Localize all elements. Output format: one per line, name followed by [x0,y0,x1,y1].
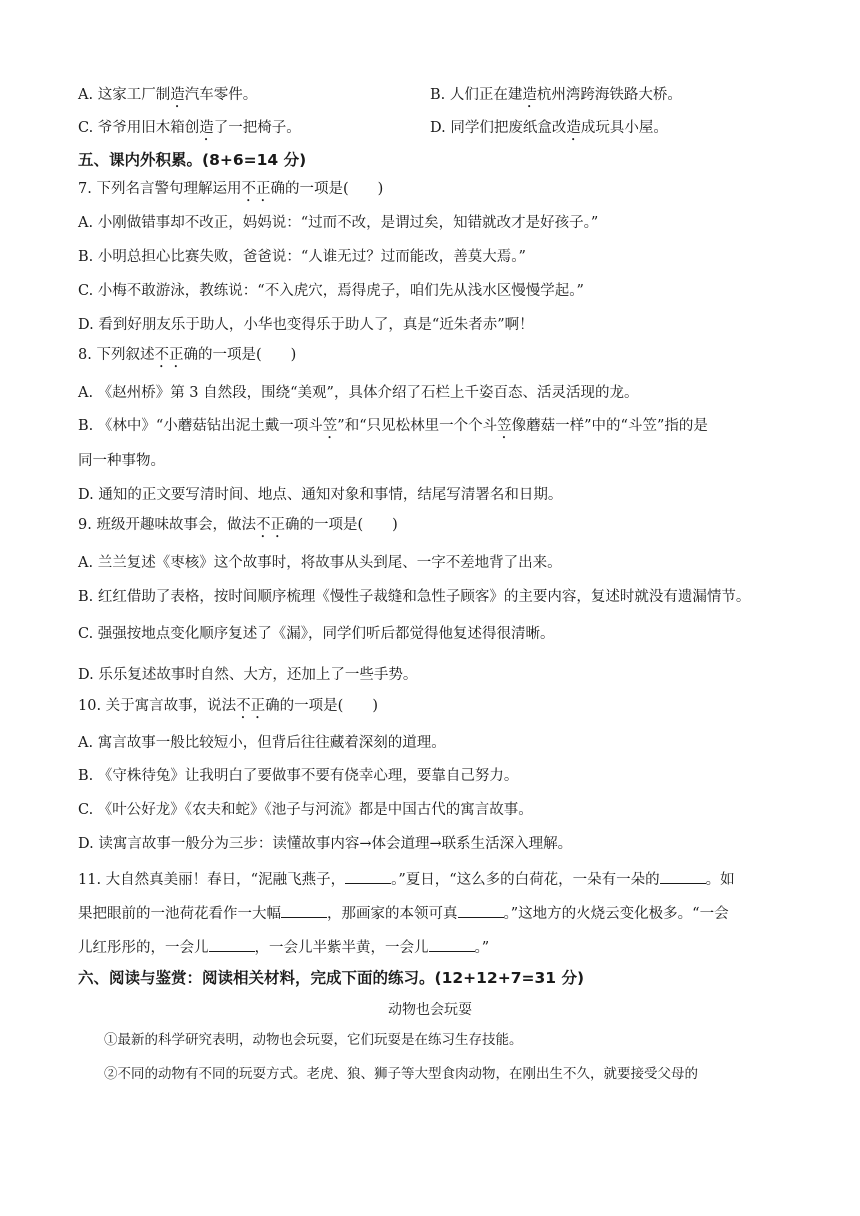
q10-option-a: A. 寓言故事一般比较短小，但背后往往藏着深刻的道理。 [78,735,446,751]
q8-option-d: D. 通知的正文要写清时间、地点、通知对象和事情，结尾写清署名和日期。 [78,487,563,503]
q10-option-d: D. 读寓言故事一般分为三步：读懂故事内容→体会道理→联系生活深入理解。 [78,836,573,852]
fill-blank[interactable] [345,869,391,884]
q8-option-b-cont: 同一种事物。 [78,453,165,469]
q7-option-d: D. 看到好朋友乐于助人，小华也变得乐于助人了，真是“近朱者赤”啊！ [78,317,534,333]
q7-option-a: A. 小刚做错事却不改正，妈妈说：“过而不改，是谓过矣，知错就改才是好孩子。” [78,215,599,231]
q10-stem: 10. 关于寓言故事，说法不正确的一项是( ) [78,698,378,714]
q8-option-a: A. 《赵州桥》第 3 自然段，围绕“美观”，具体介绍了石栏上千姿百态、活灵活现的龙。 [78,385,639,401]
q10-option-b: B. 《守株待兔》让我明白了要做事不要有侥幸心理，要靠自己努力。 [78,768,519,784]
q9-option-d: D. 乐乐复述故事时自然、大方，还加上了一些手势。 [78,667,418,683]
q11-line-1: 11. 大自然真美丽！春日，“泥融飞燕子， 。”夏日，“这么多的白荷花，一朵有一朵的 。如 [78,869,735,890]
q10-option-c: C. 《叶公好龙》《农夫和蛇》《池子与河流》都是中国古代的寓言故事。 [78,802,533,818]
fill-blank[interactable] [429,937,475,952]
fill-blank[interactable] [281,903,327,918]
passage-title: 动物也会玩耍 [388,1002,472,1018]
section-6-heading: 六、阅读与鉴赏：阅读相关材料，完成下面的练习。(12+12+7=31 分) [78,969,585,987]
q6-option-c: C. 爷爷用旧木箱创造了一把椅子。 [78,120,301,136]
fill-blank[interactable] [660,869,706,884]
q11-line-2: 果把眼前的一池荷花看作一大幅 ，那画家的本领可真 。”这地方的火烧云变化极多。“一会 [78,903,729,924]
section-5-heading: 五、课内外积累。(8+6=14 分) [78,151,307,169]
q8-stem: 8. 下列叙述不正确的一项是( ) [78,347,297,363]
q11-line-3: 儿红彤彤的，一会儿 ，一会儿半紫半黄，一会儿 。” [78,937,489,958]
q9-option-c: C. 强强按地点变化顺序复述了《漏》，同学们听后都觉得他复述得很清晰。 [78,626,555,642]
q7-option-c: C. 小梅不敢游泳，教练说：“不入虎穴，焉得虎子，咱们先从浅水区慢慢学起。” [78,283,584,299]
fill-blank[interactable] [209,937,255,952]
q7-stem: 7. 下列名言警句理解运用不正确的一项是( ) [78,181,384,197]
q7-option-b: B. 小明总担心比赛失败，爸爸说：“人谁无过？过而能改，善莫大焉。” [78,249,526,265]
passage-paragraph-1: ①最新的科学研究表明，动物也会玩耍，它们玩耍是在练习生存技能。 [104,1032,523,1048]
passage-paragraph-2: ②不同的动物有不同的玩耍方式。老虎、狼、狮子等大型食肉动物，在刚出生不久，就要接受父母的 [104,1066,698,1082]
q9-stem: 9. 班级开趣味故事会，做法不正确的一项是( ) [78,517,398,533]
q8-option-b: B. 《林中》“小蘑菇钻出泥土戴一项斗笠”和“只见松林里一个个斗笠像蘑菇一样”中的“斗笠”指的是 [78,418,708,434]
q6-option-a: A. 这家工厂制造汽车零件。 [78,87,258,103]
q6-option-b: B. 人们正在建造杭州湾跨海铁路大桥。 [430,87,682,103]
fill-blank[interactable] [458,903,504,918]
q6-option-d: D. 同学们把废纸盒改造成玩具小屋。 [430,120,668,136]
q9-option-b: B. 红红借助了表格，按时间顺序梳理《慢性子裁缝和急性子顾客》的主要内容，复述时就没有遗漏情节。 [78,589,751,605]
q9-option-a: A. 兰兰复述《枣核》这个故事时，将故事从头到尾、一字不差地背了出来。 [78,555,562,571]
